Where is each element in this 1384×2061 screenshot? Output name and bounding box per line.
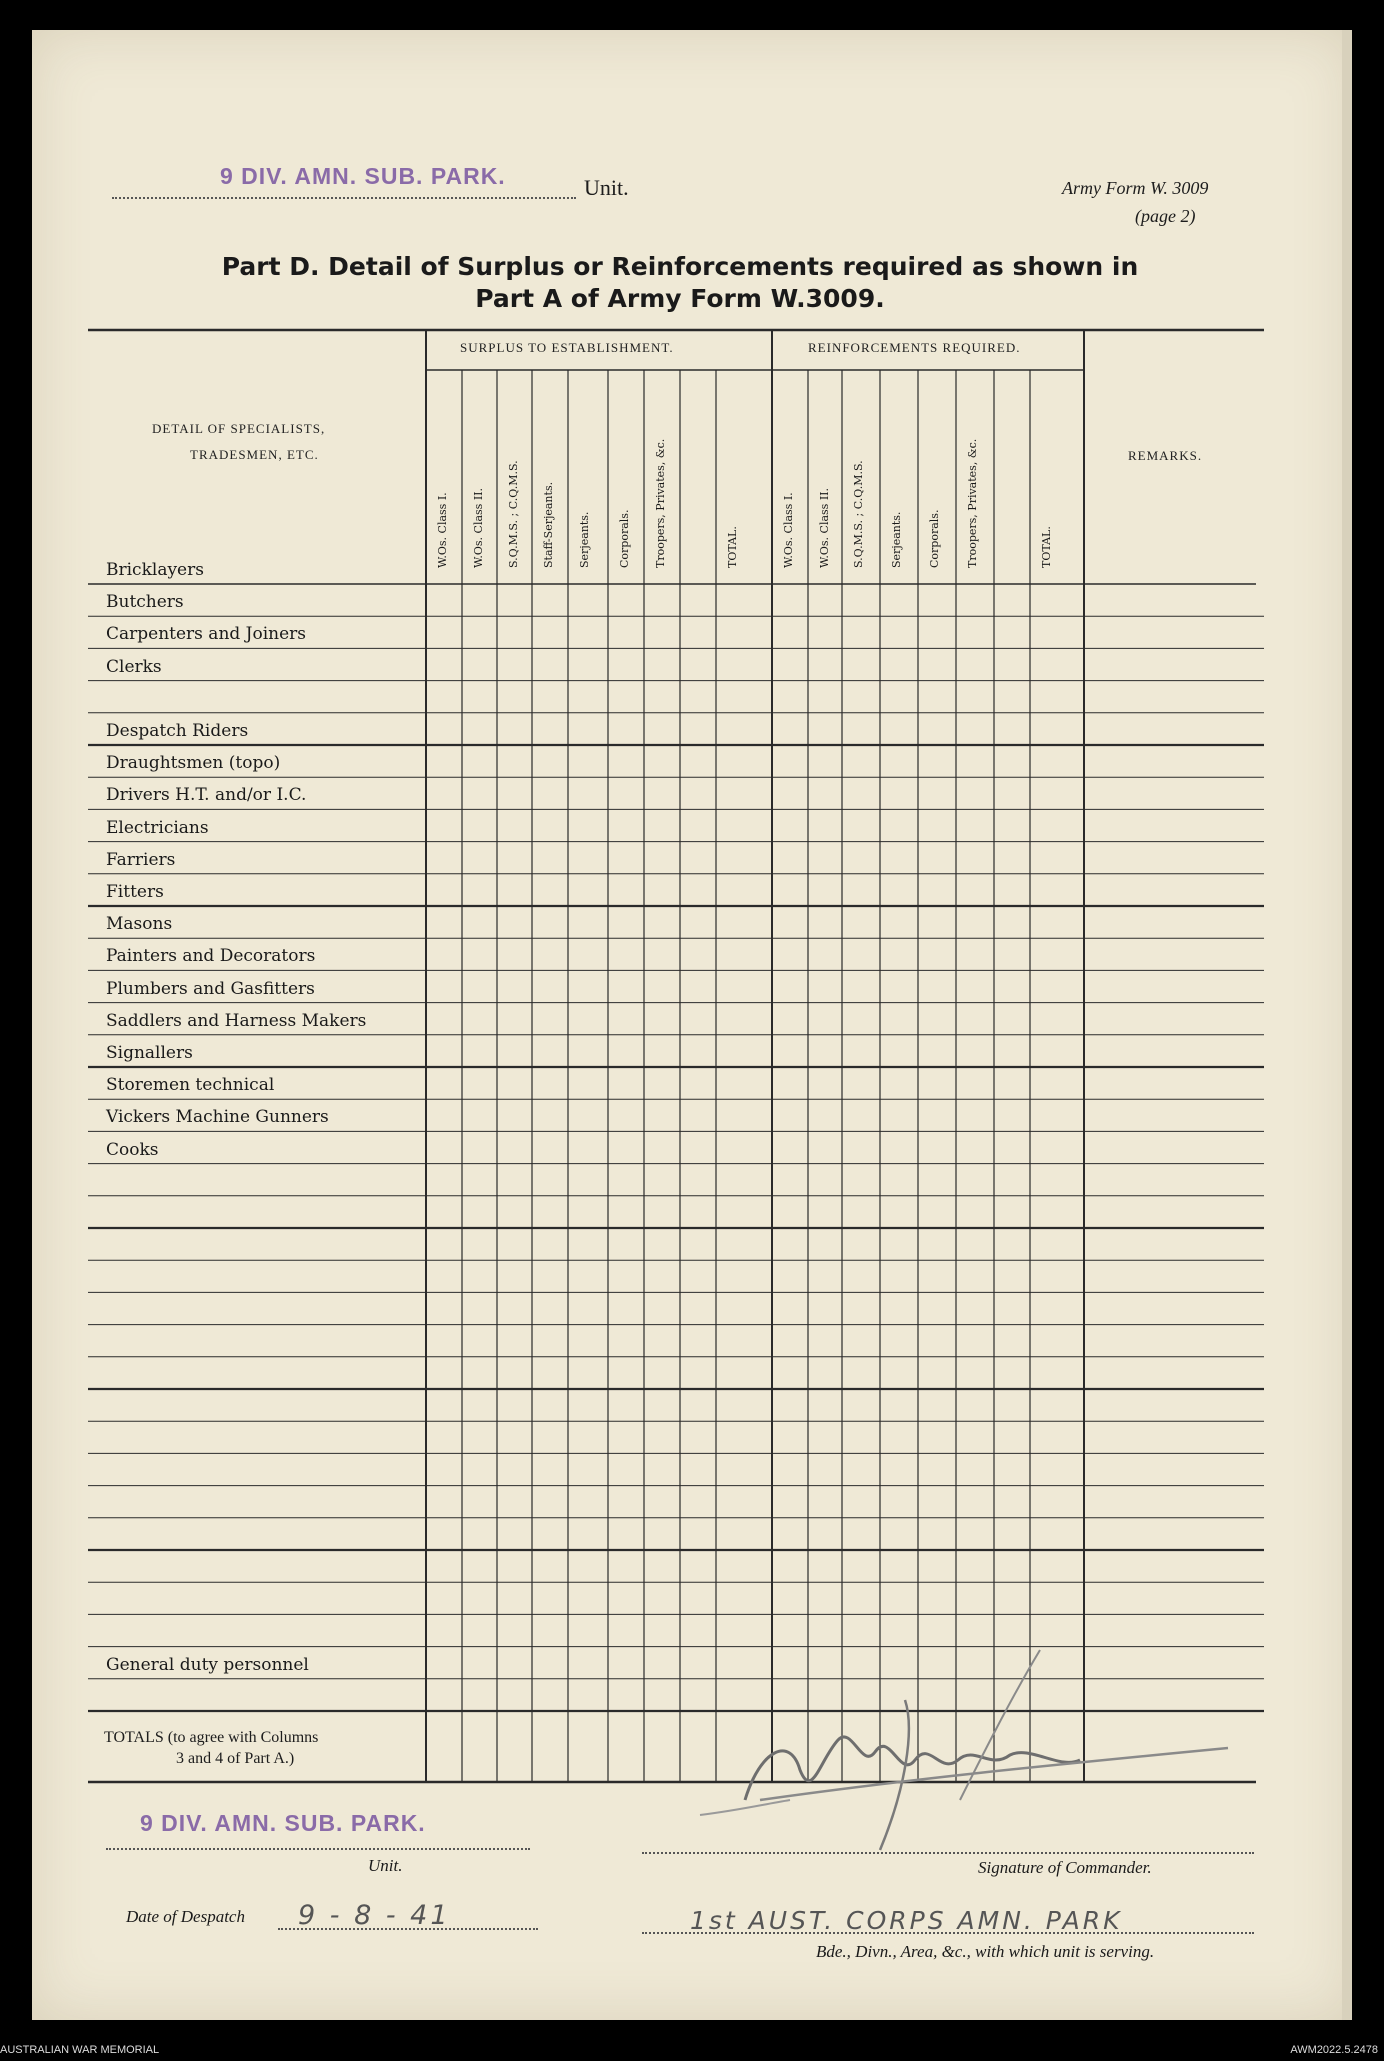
reinforcement-column-header: W.Os. Class II. [818, 487, 831, 568]
row-label: Clerks [106, 656, 162, 677]
reinforcement-column-header: TOTAL. [1040, 526, 1053, 568]
surplus-column-header: TOTAL. [726, 526, 739, 568]
reinforcement-column-header: S.Q.M.S. ; C.Q.M.S. [852, 460, 865, 568]
form-page: (page 2) [1135, 206, 1196, 226]
row-label: Farriers [106, 849, 176, 870]
formation-value: 1st AUST. CORPS AMN. PARK [690, 1906, 1123, 1935]
reinforcements-header: REINFORCEMENTS REQUIRED. [808, 340, 1021, 355]
surplus-column-header: Troopers, Privates, &c. [654, 438, 667, 568]
surplus-header: SURPLUS TO ESTABLISHMENT. [460, 340, 674, 355]
reinforcement-column-header: Corporals. [928, 509, 941, 568]
row-label: Masons [106, 914, 173, 935]
row-label: Electricians [106, 817, 209, 838]
surplus-column-header: S.Q.M.S. ; C.Q.M.S. [507, 460, 520, 568]
date-value: 9 - 8 - 41 [298, 1900, 451, 1931]
surplus-column-header: W.Os. Class I. [436, 492, 449, 568]
caption-left: AUSTRALIAN WAR MEMORIAL [0, 2044, 160, 2056]
date-label: Date of Despatch [126, 1907, 245, 1926]
reinforcement-column-header: W.Os. Class I. [782, 492, 795, 568]
detail-header-line2: TRADESMEN, ETC. [190, 447, 319, 462]
row-label: Carpenters and Joiners [106, 624, 307, 645]
signature-dotline [642, 1852, 1254, 1854]
formation-dotline [642, 1932, 1254, 1934]
row-label: Signallers [106, 1043, 193, 1063]
row-label: Storemen technical [106, 1075, 275, 1096]
row-label: Cooks [106, 1139, 159, 1160]
footer-unit-dotline [106, 1848, 530, 1850]
row-label: Saddlers and Harness Makers [106, 1010, 367, 1031]
page-title-line2: Part A of Army Form W.3009. [475, 284, 885, 313]
row-label: Draughtsmen (topo) [106, 753, 281, 774]
reinforcement-column-header: Serjeants. [890, 511, 903, 568]
footer-unit-stamp: 9 DIV. AMN. SUB. PARK. [140, 1810, 426, 1836]
row-label: Despatch Riders [106, 721, 249, 741]
row-label: Plumbers and Gasfitters [106, 978, 315, 999]
unit-stamp: 9 DIV. AMN. SUB. PARK. [220, 163, 506, 189]
row-label: Butchers [106, 592, 184, 613]
unit-label: Unit. [584, 175, 629, 200]
surplus-column-header: Staff-Serjeants. [542, 481, 555, 568]
surplus-column-header: Corporals. [618, 509, 631, 568]
surplus-column-header: W.Os. Class II. [472, 487, 485, 568]
formation-label: Bde., Divn., Area, &c., with which unit is serving. [816, 1942, 1155, 1961]
row-label: Fitters [106, 882, 164, 902]
date-dotline [278, 1928, 538, 1930]
totals-label-line1: TOTALS (to agree with Columns [104, 1729, 319, 1746]
row-label: Vickers Machine Gunners [106, 1107, 329, 1128]
surplus-column-header: Serjeants. [578, 511, 591, 568]
row-label: General duty personnel [106, 1654, 309, 1675]
caption-right: AWM2022.5.2478 [1290, 2044, 1378, 2056]
totals-label-line2: 3 and 4 of Part A.) [176, 1750, 295, 1767]
row-label: Bricklayers [106, 560, 204, 580]
page-title-line1: Part D. Detail of Surplus or Reinforcements required as shown in [221, 252, 1139, 281]
footer-unit-label: Unit. [368, 1856, 403, 1875]
detail-header-line1: DETAIL OF SPECIALISTS, [152, 421, 326, 436]
remarks-header: REMARKS. [1128, 448, 1203, 463]
row-label: Painters and Decorators [106, 946, 316, 967]
signature-label: Signature of Commander. [978, 1858, 1152, 1877]
reinforcement-column-header: Troopers, Privates, &c. [966, 438, 979, 568]
row-label: Drivers H.T. and/or I.C. [106, 785, 307, 806]
form-name: Army Form W. 3009 [1062, 178, 1209, 198]
